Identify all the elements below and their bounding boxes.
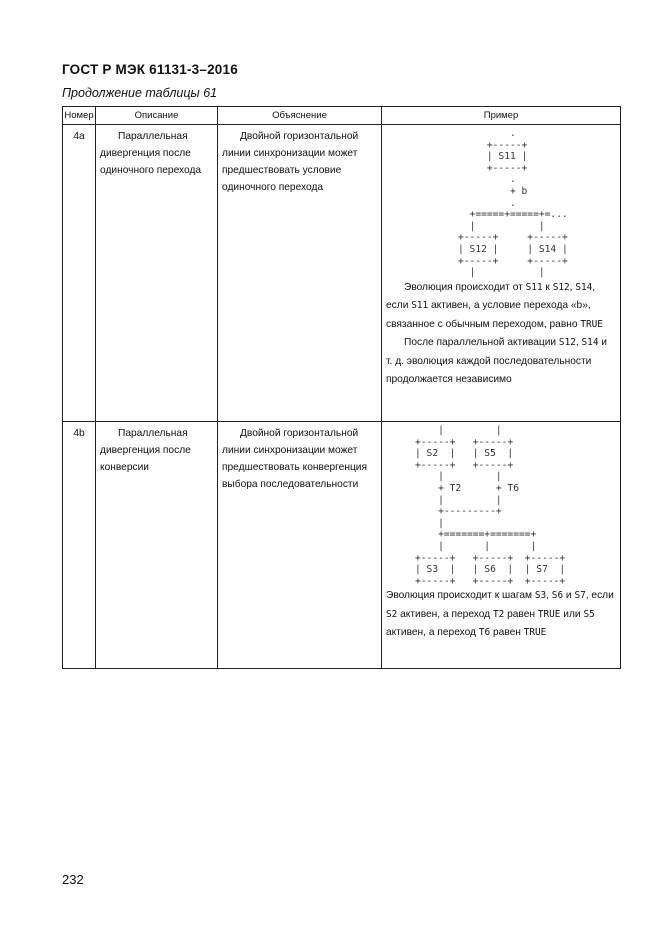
example-text-part: и [563, 590, 575, 602]
example-paragraph [386, 587, 616, 643]
boolean-code: TRUE [523, 627, 547, 639]
description-text: Параллельная дивергенция после конверсии [100, 428, 191, 473]
transition-code: T2 [492, 608, 505, 620]
step-code: S2 [386, 608, 398, 620]
step-code: S5 [583, 608, 595, 620]
example-text-part: активен, а переход [386, 627, 479, 639]
step-code: S6 [551, 590, 564, 602]
example-paragraph [386, 334, 616, 390]
page-number: 232 [62, 872, 84, 887]
table-header-row [63, 107, 621, 125]
boolean-code: TRUE [537, 608, 561, 620]
explanation-text: Двойной горизонтальной линии синхронизации может предшествовать конвергенция выбора последовательности [222, 428, 367, 490]
sfc-diagram: | | +-----+ +-----+ | S2 | | S5 | +-----+ +-----+ | | + T2 + T6 | | +---------+ | +=======+=======+ | | | +-----+ +-----+ +-----+ | S3 | | S6 | | S7 | +-----+ +-----+ +-----+ [415, 425, 566, 587]
step-code: S11 [525, 281, 543, 293]
row-example [382, 422, 621, 669]
step-code: S7 [574, 590, 586, 602]
step-code: S11 [411, 300, 429, 312]
example-text-part: равен [490, 627, 524, 639]
column-header-explanation: Объяснение [218, 107, 382, 125]
row-description [96, 125, 218, 422]
step-code: S12 [558, 337, 576, 349]
example-text-part: , если [386, 281, 596, 312]
row-number: 4b [63, 422, 96, 669]
example-text-part: После параллельной активации [404, 337, 559, 349]
column-header-number: Номер [63, 107, 96, 125]
example-paragraph [386, 279, 616, 335]
example-text-part: Эволюция происходит от [404, 281, 526, 293]
example-text-part: , [569, 281, 576, 293]
column-header-description: Описание [96, 107, 218, 125]
column-header-example: Пример [382, 107, 621, 125]
example-text-part: , [575, 337, 582, 349]
example-text-part: к [542, 281, 553, 293]
document-header: ГОСТ Р МЭК 61131-3–2016 [62, 62, 238, 77]
sfc-diagram: . +-----+ | S11 | +-----+ . + b . +=====+=====+=... | | +-----+ +-----+ | S12 | | S14 | +-----+ +-----+ | | [458, 128, 568, 279]
table-row [63, 422, 621, 669]
step-code: S14 [581, 337, 599, 349]
table-row [63, 125, 621, 422]
row-example [382, 125, 621, 422]
row-description [96, 422, 218, 669]
example-text-part: или [560, 608, 584, 620]
step-code: S3 [534, 590, 547, 602]
step-code: S14 [575, 281, 593, 293]
step-code: S12 [552, 281, 570, 293]
explanation-text: Двойной горизонтальной линии синхронизации может предшествовать условие одиночного перехода [222, 131, 359, 193]
table-continuation-caption: Продолжение таблицы 61 [62, 86, 218, 100]
example-text-part: , [546, 590, 552, 602]
boolean-code: TRUE [580, 318, 603, 330]
example-text-part: , если [585, 590, 614, 602]
description-text: Параллельная дивергенция после одиночного перехода [100, 131, 202, 176]
table-61 [62, 106, 621, 669]
example-text-part: активен, а условие перехода «b», связанное с обычным переходом, равно [386, 300, 591, 330]
example-text-part: равен [504, 608, 538, 620]
row-explanation [218, 125, 382, 422]
example-text-part: активен, а переход [397, 608, 493, 620]
example-text-part: Эволюция происходит к шагам [386, 590, 535, 602]
row-explanation [218, 422, 382, 669]
transition-code: T6 [478, 627, 491, 639]
example-text-part: и т. д. эволюция каждой последовательности продолжается независимо [386, 337, 607, 386]
row-number: 4a [63, 125, 96, 422]
